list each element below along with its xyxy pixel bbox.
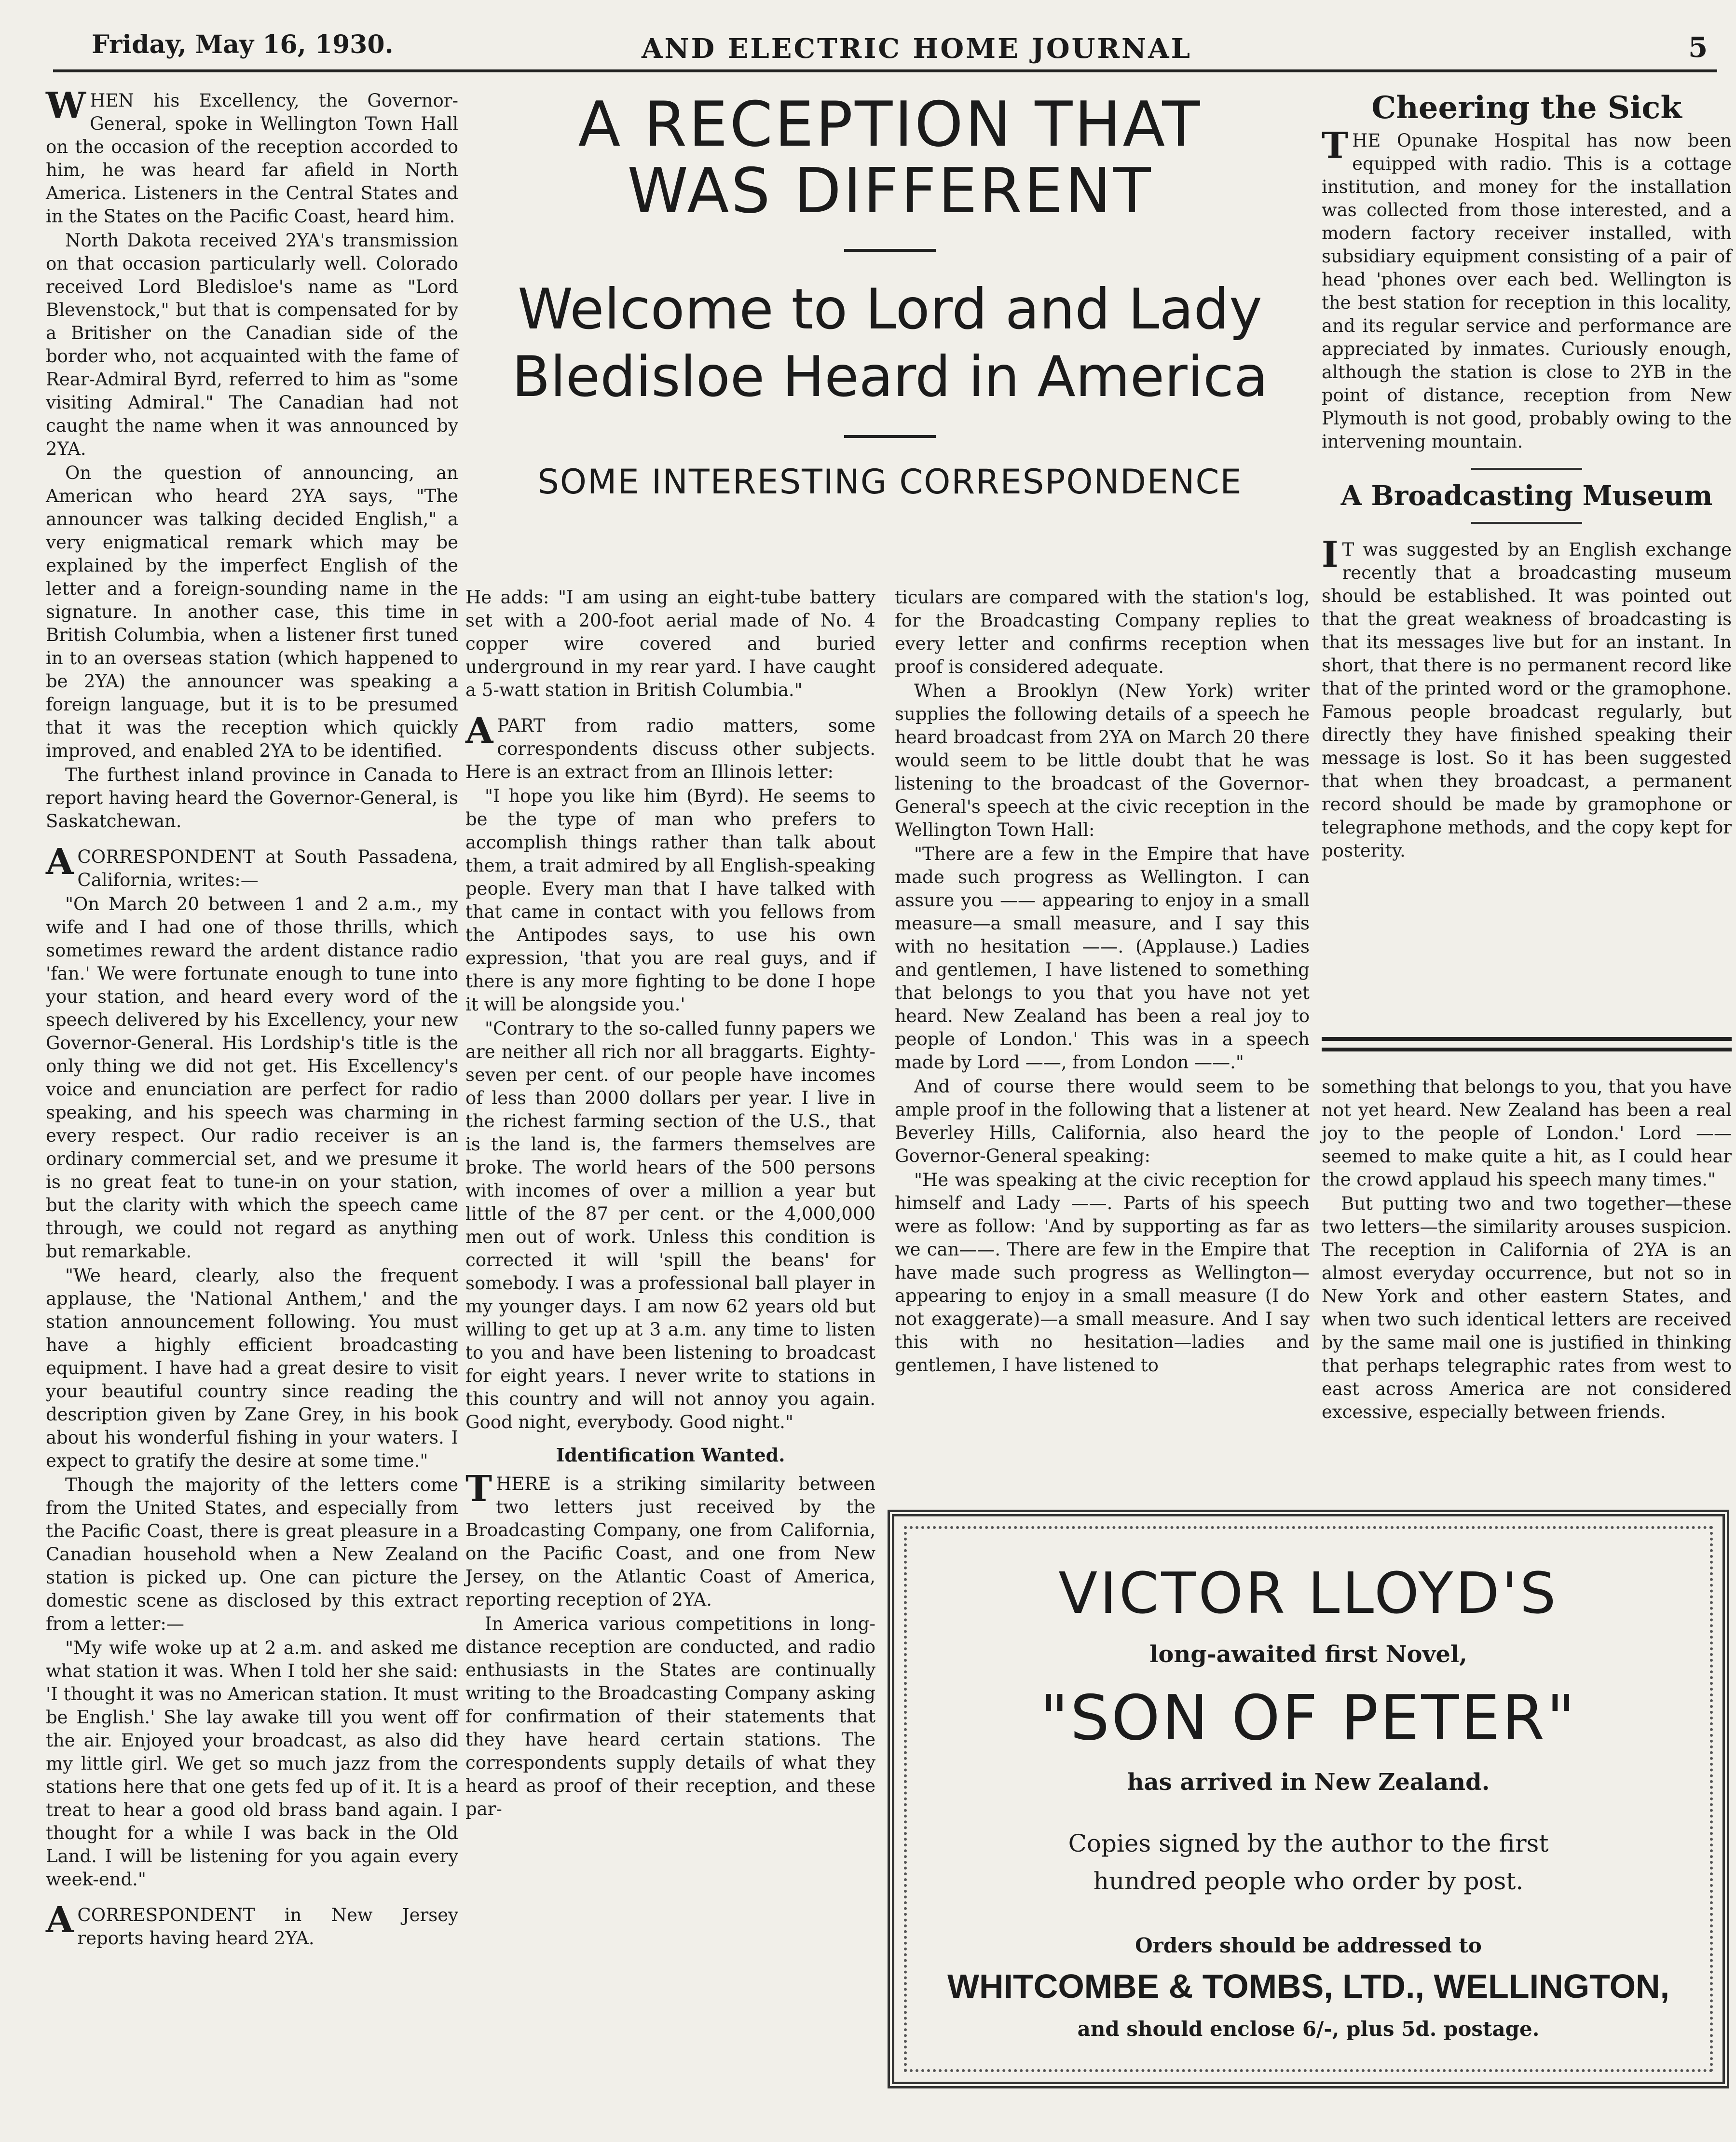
divider	[1471, 468, 1582, 470]
issue-date: Friday, May 16, 1930.	[92, 30, 394, 59]
paragraph: CORRESPONDENT at South Passadena, California, writes:—	[77, 846, 458, 890]
paragraph: On the question of announcing, an American who heard 2YA says, "The announcer was talking decided English," a very enigmatical remark which may be explained by the imperfect English of the letter and a foreign-sounding name in the signature. In another case, this time in British Columbia, when a listener first tuned in to an overseas station (which happened to be 2YA) the announcer was speaking a foreign language, but it is to be presumed that it was the reception which quickly improved, and enabled 2YA to be identified.	[46, 463, 458, 761]
paragraph: HE Opunake Hospital has now been equipped with radio. This is a cottage institution, and money for the installation was collected from those interested, and a modern factory receiver installed, with subsidiary equipment consisting of a pair of head 'phones over each bed. Wellington is the best station for reception in this locality, and its regular service and performance are appreciated by inmates. Curiously enough, although the station is close to 2YB in the point of distance, reception from New Plymouth is not good, probably owing to the intervening mountain.	[1322, 130, 1732, 452]
subheadline-line-2: Bledisloe Heard in America	[512, 344, 1268, 409]
paragraph: "On March 20 between 1 and 2 a.m., my wife and I had one of those thrills, which sometimes reward the ardent distance radio 'fan.' We were fortunate enough to tune into your station, and heard every word of the speech delivered by his Excellency, your new Governor-General. His Lordship's title is the only thing we did not get. His Excellency's voice and enunciation are perfect for radio speaking, and his speech was charming in every respect. Our radio receiver is an ordinary commercial set, and we presume it is no great feat to tune-in on your station, but the clarity with which the speech came through, we could not regard as anything but remarkable.	[46, 894, 458, 1262]
column-1	[46, 85, 458, 1951]
main-headline-block	[458, 89, 1322, 502]
drop-cap: A	[46, 841, 74, 883]
paragraph: When a Brooklyn (New York) writer supplies the following details of a speech he heard broadcast from 2YA on March 20 there would seem to be little doubt that he was listening to the broadcast of the Governor-General's speech at the civic reception in the Wellington Town Hall:	[895, 681, 1310, 840]
page-header	[53, 24, 1717, 72]
ad-orders-label: Orders should be addressed to	[1135, 1934, 1482, 1957]
paragraph: CORRESPONDENT in New Jersey reports having heard 2YA.	[77, 1905, 458, 1949]
paragraph: "I hope you like him (Byrd). He seems to be the type of man who prefers to accomplish things rather than talk about them, a trait admired by all English-speaking people. Every man that I have talked with that came in contact with you fellows from the Antipodes says, to use his own expression, 'that you are real guys, and if there is any more fighting to be done I hope it will be alongside you.'	[465, 786, 875, 1015]
paragraph: And of course there would seem to be ample proof in the following that a listener at Beverley Hills, California, also heard the Governor-General speaking:	[895, 1076, 1310, 1166]
paragraph: "There are a few in the Empire that have made such progress as Wellington. I can assure you —— appearing to enjoy in a small measure—a small measure, and I say this with no hesitation ——. (Applause.) Ladies and gentlemen, I have listened to something that belongs to you that you have not yet heard. New Zealand has been a real joy to people of London.' This was in a speech made by Lord ——, from London ——."	[895, 844, 1310, 1073]
headline-line-1: A RECEPTION THAT	[578, 89, 1202, 161]
paragraph: But putting two and two together—these two letters—the similarity arouses suspicion. The reception in California of 2YA is an almost everyday occurrence, but not so in New York and other eastern States, and when two such identical letters are received by the same mail one is justified in thinking that perhaps telegraphic rates from west to east across America are not considered excessive, especially between friends.	[1322, 1193, 1732, 1422]
drop-cap: T	[465, 1468, 492, 1510]
book-advertisement	[888, 1510, 1729, 2088]
drop-cap: I	[1322, 534, 1339, 575]
column-3	[895, 586, 1310, 1378]
ad-book-title: "SON OF PETER"	[1039, 1682, 1577, 1754]
divider	[844, 249, 936, 252]
paragraph: something that belongs to you, that you have not yet heard. New Zealand has been a real joy to the people of London.' Lord —— seemed to make quite a hit, as I could hear the crowd applaud his speech many times."	[1322, 1077, 1732, 1190]
column-2	[465, 586, 875, 1822]
subheadline-line-1: Welcome to Lord and Lady	[518, 277, 1262, 342]
paragraph: HERE is a striking similarity between two letters just received by the Broadcasting Company, one from California, on the Pacific Coast, and one from New Jersey, on the Atlantic Coast of America, reporting reception of 2YA.	[465, 1473, 875, 1610]
ad-publisher: WHITCOMBE & TOMBS, LTD., WELLINGTON,	[947, 1967, 1670, 2005]
divider	[1471, 522, 1582, 524]
drop-cap: W	[46, 85, 86, 126]
headline-line-2: WAS DIFFERENT	[627, 155, 1153, 227]
paragraph: T was suggested by an English exchange recently that a broadcasting museum should be established. It was pointed out that the great weakness of broadcasting is that its messages live but for an instant. In short, that there is no permanent record like that of the printed word or the gramophone. Famous people broadcast regularly, but directly they have finished speaking their message is lost. So it has been suggested that when they broadcast, a permanent record should be made by gramophone or telegraphone methods, and the copy kept for posterity.	[1322, 539, 1732, 861]
ad-postage: and should enclose 6/-, plus 5d. postage.	[1077, 2017, 1540, 2041]
column-4-continued	[1322, 1076, 1732, 1425]
paragraph: In America various competitions in long-distance reception are conducted, and radio enthusiasts in the States are continually writing to the Broadcasting Company asking for confirmation of their statements that they have heard certain stations. The correspondents supply details of what they heard as proof of their reception, and these par-	[465, 1613, 875, 1819]
drop-cap: A	[46, 1899, 74, 1941]
page-number: 5	[1688, 31, 1708, 64]
paragraph: ticulars are compared with the station's log, for the Broadcasting Company replies to every letter and confirms reception when proof is considered adequate.	[895, 587, 1310, 677]
sidebar-heading-sick: Cheering the Sick	[1371, 90, 1682, 126]
drop-cap: A	[465, 710, 493, 751]
paragraph: "He was speaking at the civic reception for himself and Lady ——. Parts of his speech were as follow: 'And by supporting as far as we can——. There are few in the Empire that have made such progress as Wellington—appearing to enjoy in a small measure (I do not exaggerate)—a small measure. And I say this with no hesitation—ladies and gentlemen, I have listened to	[895, 1170, 1310, 1376]
paragraph: North Dakota received 2YA's transmission on that occasion particularly well. Colorado received Lord Bledisloe's name as "Lord Blevenstock," but that is compensated for by a Britisher on the Canadian side of the border who, not acquainted with the fame of Rear-Admiral Byrd, referred to him as "some visiting Admiral." The Canadian had not caught the name when it was announced by 2YA.	[46, 230, 458, 459]
journal-title: AND ELECTRIC HOME JOURNAL	[642, 33, 1192, 65]
paragraph: HEN his Excellency, the Governor-General, spoke in Wellington Town Hall on the occasion of the reception accorded to him, he was heard far afield in North America. Listeners in the Central States and in the States on the Pacific Coast, heard him.	[46, 90, 458, 227]
divider	[844, 435, 936, 438]
ad-tagline: long-awaited first Novel,	[1149, 1641, 1467, 1668]
ad-author: VICTOR LLOYD'S	[1058, 1560, 1558, 1626]
sidebar-heading-museum: A Broadcasting Museum	[1340, 480, 1713, 512]
paragraph: He adds: "I am using an eight-tube battery set with a 200-foot aerial made of No. 4 copper wire covered and buried underground in my rear yard. I have caught a 5-watt station in British Columbia."	[465, 587, 875, 700]
paragraph: Though the majority of the letters come from the United States, and especially from the Pacific Coast, there is great pleasure in a Canadian household when a New Zealand station is picked up. One can picture the domestic scene as disclosed by this extract from a letter:—	[46, 1474, 458, 1634]
paragraph: The furthest inland province in Canada to report having heard the Governor-General, is Saskatchewan.	[46, 764, 458, 832]
paragraph: "My wife woke up at 2 a.m. and asked me what station it was. When I told her she said: 'I thought it was no American station. It must be English.' She lay awake till you went off the air. Enjoyed your broadcast, as also did my little girl. We get so much jazz from the stations here that one gets fed up of it. It is a treat to hear a good old brass band again. I thought for a while I was back in the Old Land. I will be listening for you again every week-end."	[46, 1637, 458, 1890]
column-4	[1322, 92, 1732, 863]
drop-cap: T	[1322, 125, 1349, 166]
paragraph: "Contrary to the so-called funny papers we are neither all rich nor all braggarts. Eighty-seven per cent. of our people have incomes of less than 2000 dollars per year. I live in the richest farming section of the U.S., that is the land is, the farmers themselves are broke. The world hears of the 500 persons with incomes of over a million a year but little of the 87 per cent. or the 4,000,000 men out of work. Unless this condition is corrected it will 'spill the beans' for somebody. I was a professional ball player in my younger days. I am now 62 years old but willing to get up at 3 a.m. any time to listen to you and have been listening to broadcast for eight years. I never write to stations in this country and will not annoy you again. Good night, everybody. Good night."	[465, 1018, 875, 1433]
section-subhead: Identification Wanted.	[556, 1444, 785, 1466]
paragraph: PART from radio matters, some correspondents discuss other subjects. Here is an extract from an Illinois letter:	[465, 715, 875, 782]
ad-offer: Copies signed by the author to the first hundred people who order by post.	[1068, 1829, 1549, 1895]
paragraph: "We heard, clearly, also the frequent applause, the 'National Anthem,' and the station announcement following. You must have a highly efficient broadcasting equipment. I have had a great desire to visit your beautiful country since reading the description given by Zane Grey, in his book about his wonderful fishing in your waters. I expect to gratify the desire at some time."	[46, 1265, 458, 1471]
double-rule-divider	[1322, 1037, 1732, 1051]
kicker: SOME INTERESTING CORRESPONDENCE	[537, 462, 1243, 502]
ad-arrival: has arrived in New Zealand.	[1127, 1769, 1490, 1796]
